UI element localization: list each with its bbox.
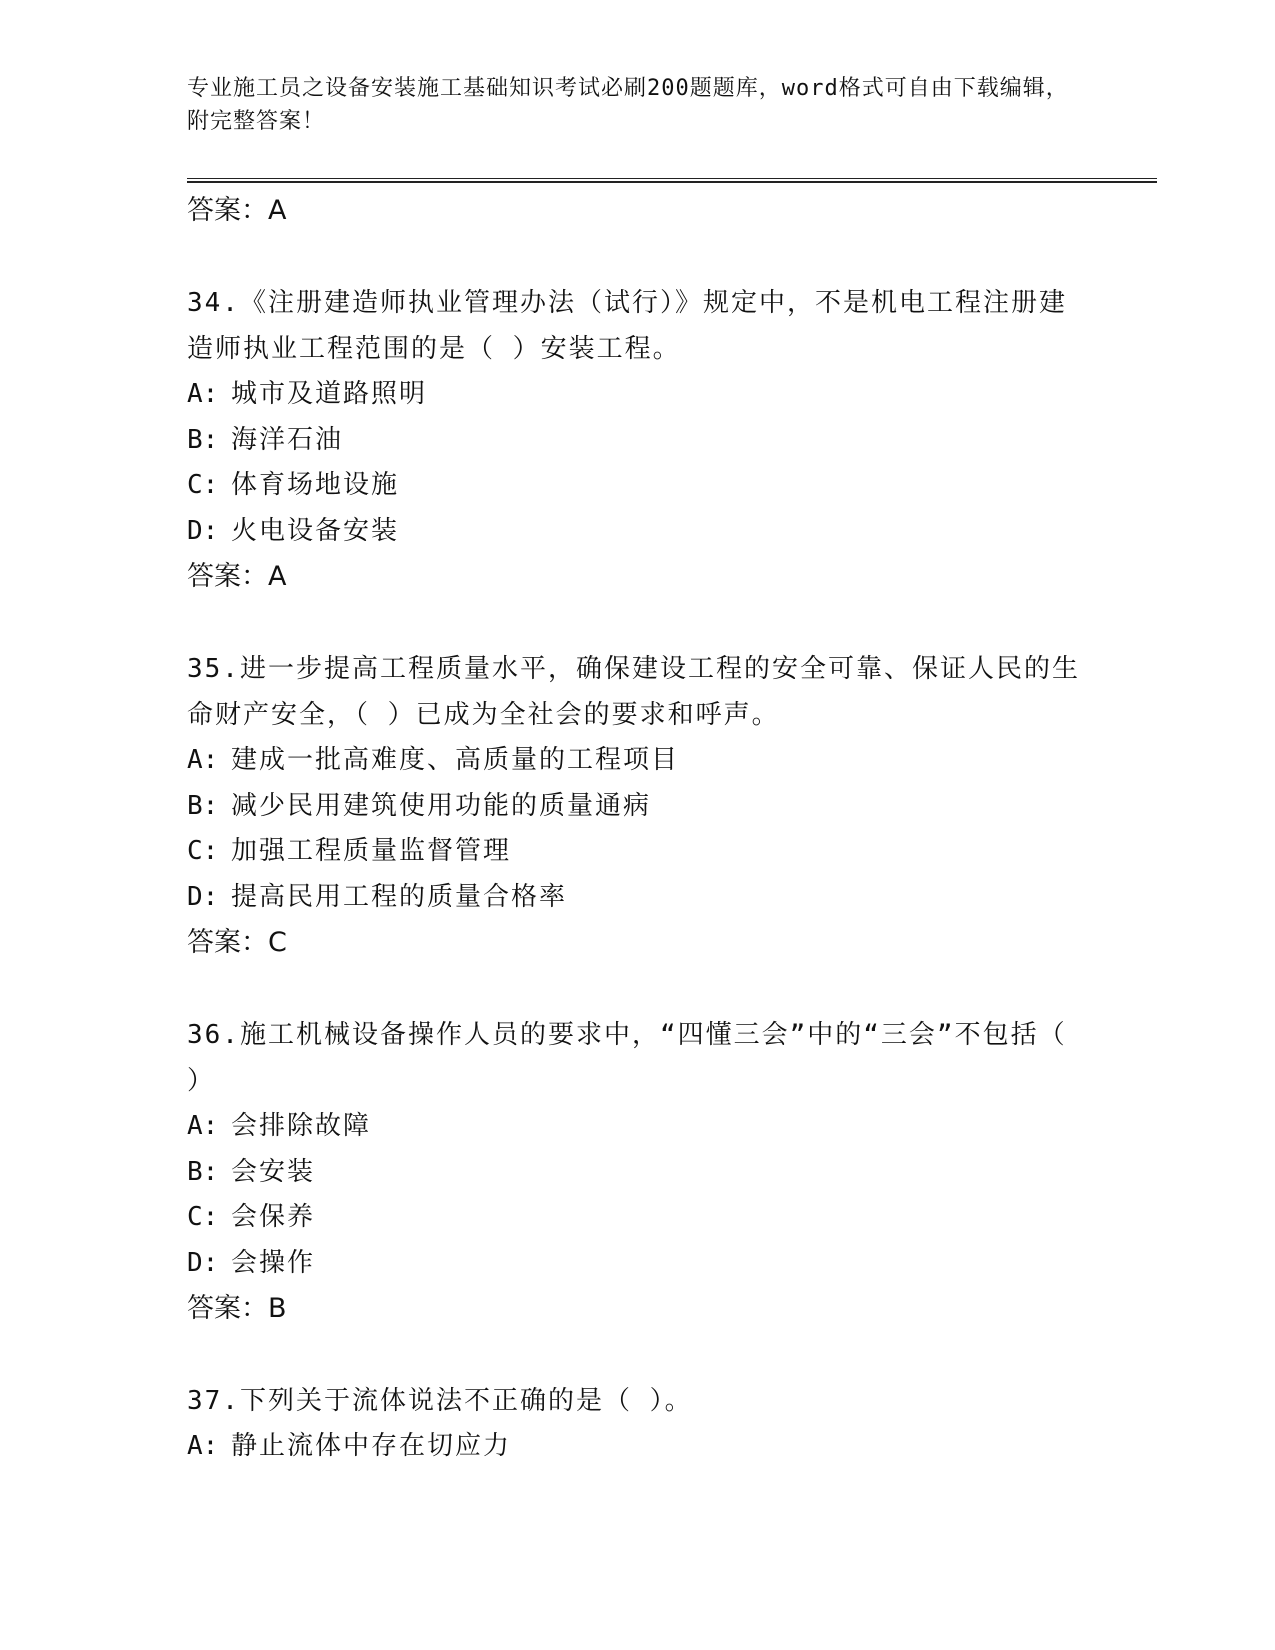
option-text: 减少民用建筑使用功能的质量通病	[231, 790, 652, 821]
option-text: 会排除故障	[231, 1111, 372, 1141]
option-letter: B:	[187, 1156, 219, 1187]
option-letter: D:	[187, 515, 219, 546]
header-divider	[187, 178, 1157, 183]
option-text: 静止流体中存在切应力	[231, 1431, 512, 1461]
answer-prev	[187, 188, 1087, 234]
option-text: 体育场地设施	[231, 470, 400, 500]
answer-label: 答案：	[187, 561, 268, 592]
answer	[187, 920, 1087, 966]
option-text: 城市及道路照明	[231, 379, 428, 409]
question-number: 37.	[187, 1386, 240, 1416]
option-letter: B:	[187, 790, 219, 821]
option-text: 火电设备安装	[231, 515, 400, 546]
question-list	[187, 188, 1087, 1470]
option-text: 会操作	[231, 1247, 316, 1278]
document-header	[187, 72, 1087, 138]
option-letter: A:	[187, 379, 219, 409]
option-text: 加强工程质量监督管理	[231, 836, 512, 866]
question-text: 36.施工机械设备操作人员的要求中，“四懂三会”中的“三会”不包括（ ）	[187, 1020, 1067, 1096]
option-a	[187, 1104, 1087, 1150]
question-text: 37.下列关于流体说法不正确的是（ ）。	[187, 1386, 693, 1416]
answer-value: C	[268, 927, 287, 958]
question-number: 36.	[187, 1020, 240, 1050]
question-text: 35.进一步提高工程质量水平，确保建设工程的安全可靠、保证人民的生命财产安全，（ ）已成为全社会的要求和呼声。	[187, 654, 1080, 730]
option-letter: C:	[187, 836, 219, 866]
question-34	[187, 280, 1087, 600]
option-b	[187, 1150, 1087, 1196]
header-title: 专业施工员之设备安装施工基础知识考试必刷200题题库，word格式可自由下载编辑，附完整答案！	[187, 76, 1069, 134]
question-text: 34.《注册建造师执业管理办法（试行）》规定中，不是机电工程注册建造师执业工程范围的是（ ）安装工程。	[187, 288, 1067, 364]
answer-value: B	[268, 1293, 287, 1324]
option-d	[187, 875, 1087, 921]
option-b	[187, 784, 1087, 830]
option-letter: B:	[187, 424, 219, 455]
option-d	[187, 1241, 1087, 1287]
option-letter: C:	[187, 470, 219, 500]
option-letter: A:	[187, 1111, 219, 1141]
option-c	[187, 1195, 1087, 1241]
option-text: 建成一批高难度、高质量的工程项目	[231, 745, 680, 775]
option-d	[187, 509, 1087, 555]
option-c	[187, 829, 1087, 875]
option-text: 会保养	[231, 1202, 316, 1232]
option-text: 提高民用工程的质量合格率	[231, 881, 568, 912]
question-36	[187, 1012, 1087, 1332]
option-c	[187, 463, 1087, 509]
answer-label: 答案：	[187, 195, 268, 226]
question-number: 35.	[187, 654, 240, 684]
option-letter: A:	[187, 1431, 219, 1461]
answer-label: 答案：	[187, 1293, 268, 1324]
option-letter: C:	[187, 1202, 219, 1232]
answer-label: 答案：	[187, 927, 268, 958]
option-letter: D:	[187, 1247, 219, 1278]
answer	[187, 554, 1087, 600]
option-text: 海洋石油	[231, 424, 344, 455]
question-35	[187, 646, 1087, 966]
question-37	[187, 1378, 1087, 1470]
option-text: 会安装	[231, 1156, 316, 1187]
option-letter: D:	[187, 881, 219, 912]
answer	[187, 1286, 1087, 1332]
option-a	[187, 738, 1087, 784]
option-a	[187, 372, 1087, 418]
question-number: 34.	[187, 288, 240, 318]
option-a	[187, 1424, 1087, 1470]
answer-value: A	[268, 561, 287, 592]
answer-value: A	[268, 195, 287, 226]
option-letter: A:	[187, 745, 219, 775]
option-b	[187, 418, 1087, 464]
